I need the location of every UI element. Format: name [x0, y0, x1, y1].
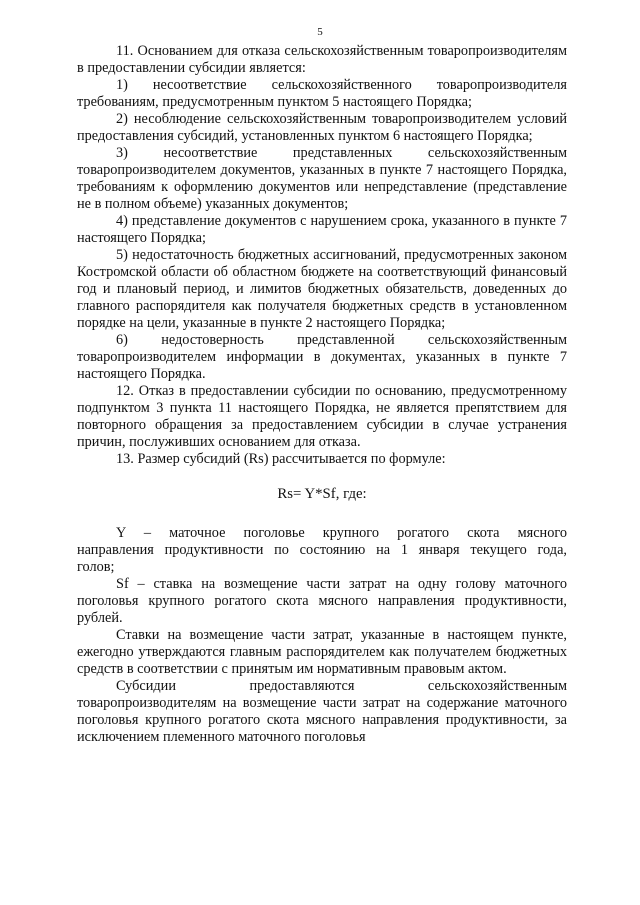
paragraph-11-item-3: 3) несоответствие представленных сельскохозяйственным товаропроизводителем документов, указанных в пункте 7 настоящего Порядка, требованиям к оформлению документов или непредставление (представление не в полном объеме) указанных документов; [77, 145, 567, 212]
rates-paragraph: Ставки на возмещение части затрат, указанные в настоящем пункте, ежегодно утверждаются главным распорядителем как получателем бюджетных средств в соответствии с принятым им нормативным правовым актом. [77, 627, 567, 677]
paragraph-13: 13. Размер субсидий (Rs) рассчитывается по формуле: [116, 451, 446, 467]
paragraph-11-item-4: 4) представление документов с нарушением срока, указанного в пункте 7 настоящего Порядка; [77, 213, 567, 246]
definition-sf: Sf – ставка на возмещение части затрат на одну голову маточного поголовья крупного рогатого скота мясного направления продуктивности, рублей. [77, 576, 567, 626]
formula: Rs= Y*Sf, где: [277, 486, 367, 502]
page-number: 5 [317, 26, 323, 38]
subsidies-paragraph: Субсидии предоставляются сельскохозяйственным товаропроизводителям на возмещение части затрат на содержание маточного поголовья крупного рогатого скота мясного направления продуктивности, за исключением племенного маточного поголовья [77, 678, 567, 745]
paragraph-11-item-1: 1) несоответствие сельскохозяйственного товаропроизводителя требованиям, предусмотренным пунктом 5 настоящего Порядка; [77, 77, 567, 110]
paragraph-11: 11. Основанием для отказа сельскохозяйственным товаропроизводителям в предоставлении субсидии является: [77, 43, 567, 76]
paragraph-12: 12. Отказ в предоставлении субсидии по основанию, предусмотренному подпунктом 3 пункта 11 настоящего Порядка, не является препятствием для повторного обращения за предоставлением субсидии в случае устранения причин, послуживших основанием для отказа. [77, 383, 567, 450]
paragraph-11-item-5: 5) недостаточность бюджетных ассигнований, предусмотренных законом Костромской области об областном бюджете на соответствующий финансовый год и плановый период, и лимитов бюджетных обязательств, доведенных до главного распорядителя как получателя бюджетных средств в установленном порядке на цели, указанные в пункте 2 настоящего Порядка; [77, 247, 567, 331]
paragraph-11-item-2: 2) несоблюдение сельскохозяйственным товаропроизводителем условий предоставления субсидий, установленных пунктом 6 настоящего Порядка; [77, 111, 567, 144]
paragraph-11-item-6: 6) недостоверность представленной сельскохозяйственным товаропроизводителем информации в документах, указанных в пункте 7 настоящего Порядка. [77, 332, 567, 382]
definition-y: Y – маточное поголовье крупного рогатого скота мясного направления продуктивности по состоянию на 1 января текущего года, голов; [77, 525, 567, 575]
document-body [77, 43, 567, 746]
